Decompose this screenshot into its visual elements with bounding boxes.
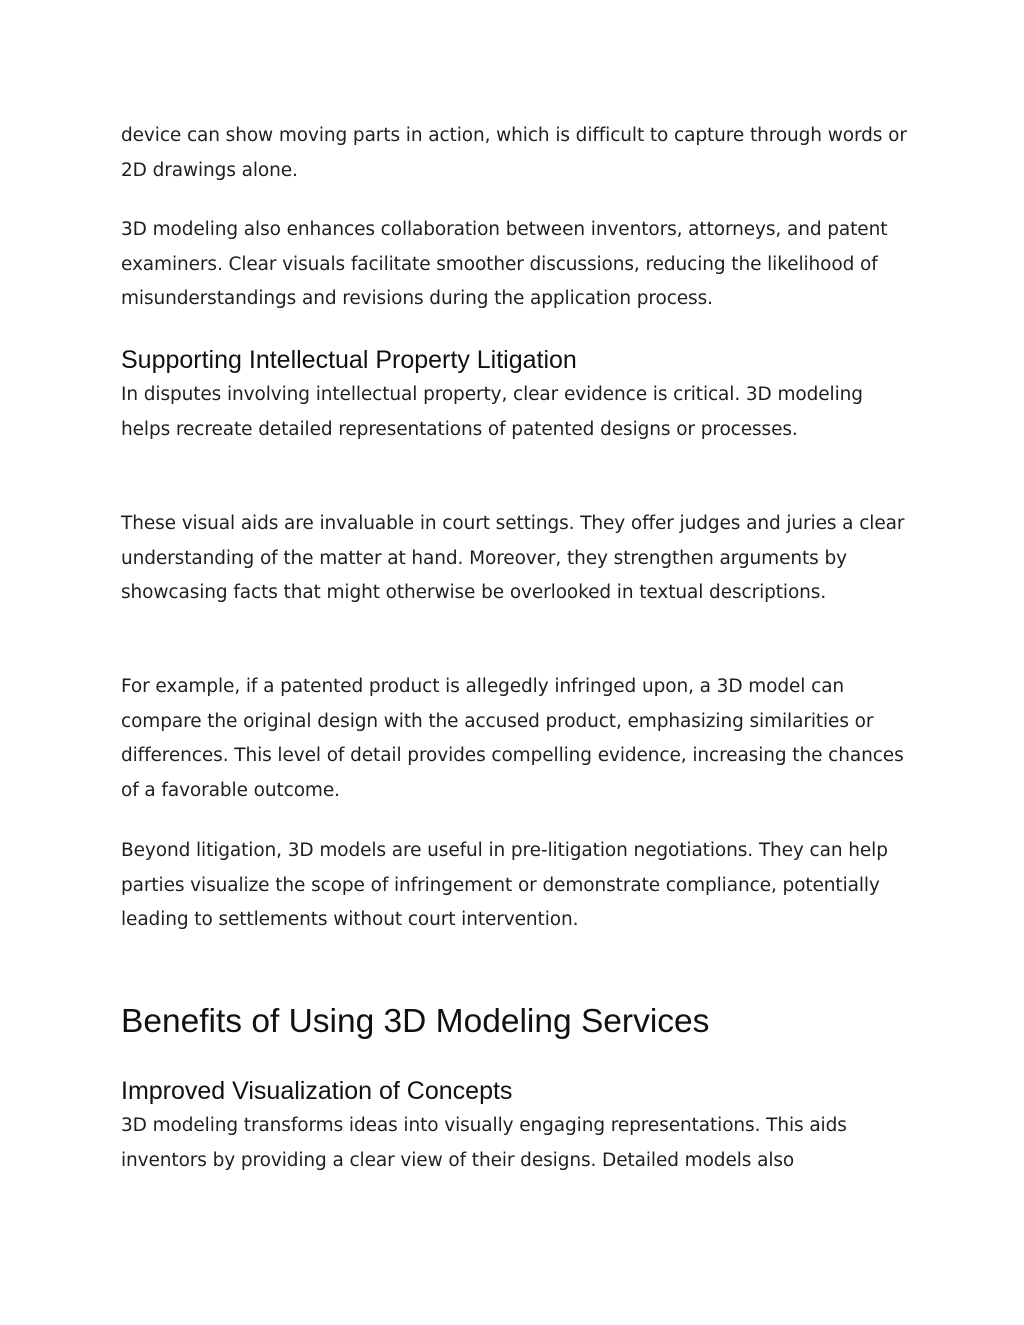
paragraph-collaboration: 3D modeling also enhances collaboration between inventors, attorneys, and patent examiners. Clear visuals facilitate smoother discussions, reducing the likelihood of misunderstandings and revisions during the application process. — [121, 219, 888, 310]
paragraph-disputes: In disputes involving intellectual property, clear evidence is critical. 3D modeling helps recreate detailed representations of patented designs or processes. — [121, 384, 863, 440]
paragraph-transforms-ideas: 3D modeling transforms ideas into visually engaging representations. This aids inventors by providing a clear view of their designs. Detailed models also — [121, 1115, 847, 1171]
paragraph-moving-parts: device can show moving parts in action, which is difficult to capture through words or 2D drawings alone. — [121, 125, 907, 181]
paragraph-beyond-litigation: Beyond litigation, 3D models are useful in pre-litigation negotiations. They can help parties visualize the scope of infringement or demonstrate compliance, potentially leading to settlements without court intervention. — [121, 840, 888, 931]
paragraph-visual-aids: These visual aids are invaluable in court settings. They offer judges and juries a clear understanding of the matter at hand. Moreover, they strengthen arguments by showcasing facts that might otherwise be overlooked in textual descriptions. — [121, 513, 905, 604]
paragraph-example: For example, if a patented product is allegedly infringed upon, a 3D model can compare the original design with the accused product, emphasizing similarities or differences. This level of detail provides compelling evidence, increasing the chances of a favorable outcome. — [121, 676, 904, 802]
heading-improved-visualization: Improved Visualization of Concepts — [121, 1077, 513, 1105]
heading-supporting-ip-litigation: Supporting Intellectual Property Litigation — [121, 346, 577, 374]
heading-benefits: Benefits of Using 3D Modeling Services — [121, 1003, 710, 1040]
